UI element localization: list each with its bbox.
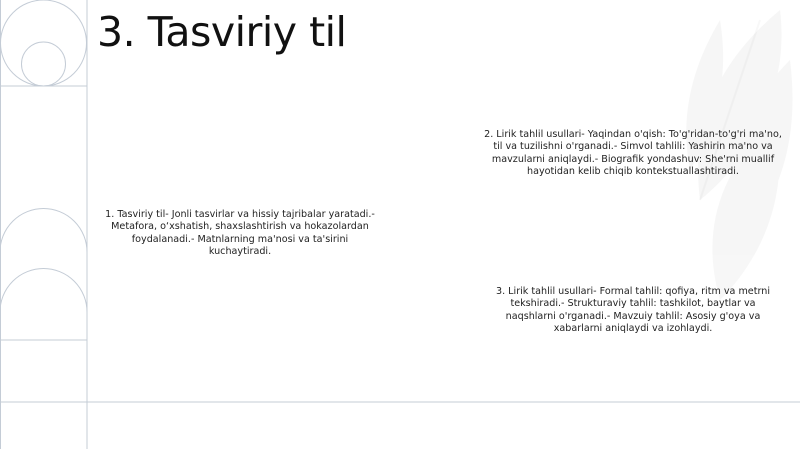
slide-title: 3. Tasviriy til bbox=[97, 8, 347, 56]
text-block-2: 2. Lirik tahlil usullari- Yaqindan o'qish: To'g'ridan-to'g'ri ma'no, til va tuzilishni o'rganadi.- Simvol tahlili: Yashirin ma'no va mavzularni aniqlaydi.- Biografik yondashuv: She'rni muallif hayotidan kelib chiqib kontekstuallashtiradi. bbox=[484, 129, 782, 178]
text-block-1: 1. Tasviriy til- Jonli tasvirlar va hissiy tajribalar yaratadi.- Metafora, o‘xshatish, shaxslashtirish va hokazolardan foydalanadi.- Matnlarning ma'nosi va ta'sirini kuchaytiradi. bbox=[105, 209, 375, 258]
text-block-3: 3. Lirik tahlil usullari- Formal tahlil: qofiya, ritm va metrni tekshiradi.- Strukturaviy tahlil: tashkilot, baytlar va naqshlarni o'rganadi.- Mavzuiy tahlil: Asosiy g'oya va xabarlarni aniqlaydi va izohlaydi. bbox=[495, 286, 770, 335]
arch-lower bbox=[0, 269, 87, 313]
arch-upper bbox=[0, 208, 87, 252]
small-circle-top bbox=[22, 42, 66, 86]
large-circle-top bbox=[1, 0, 87, 86]
